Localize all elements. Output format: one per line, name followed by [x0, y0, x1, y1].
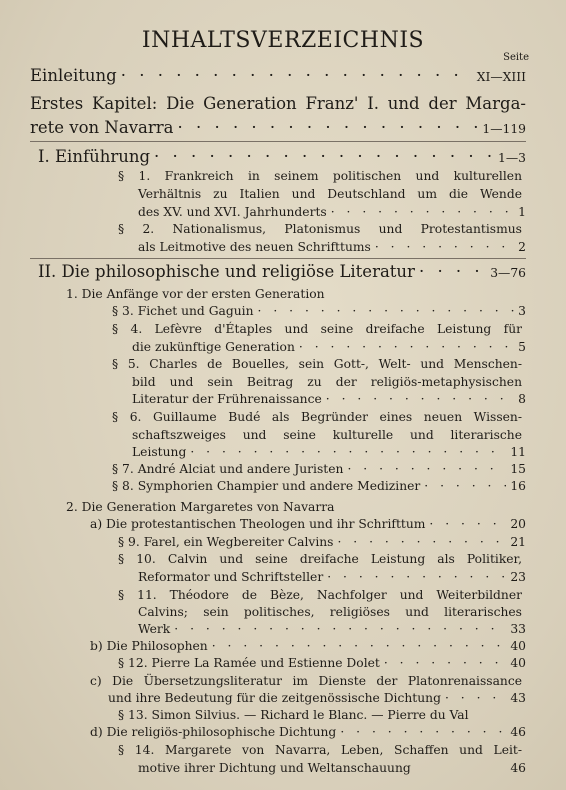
entry-text: Leistung: [132, 445, 187, 459]
entry-text: Werk: [138, 622, 171, 636]
page-number: 46: [510, 761, 526, 775]
entry-text: Einleitung: [30, 66, 117, 85]
leader-dots: [340, 725, 506, 739]
page-number: 20: [510, 517, 526, 531]
page-number: 5: [518, 340, 526, 354]
toc-para-6[interactable]: [132, 445, 526, 459]
page-number: XI—XIII: [476, 70, 526, 84]
page-number: 15: [510, 462, 526, 476]
toc-para-5[interactable]: [132, 392, 526, 406]
toc-para-11-line2: Calvins; sein politisches, religiöses und literarisches: [138, 605, 522, 619]
entry-text: und ihre Bedeutung für die zeitgenössische Dichtung: [108, 691, 441, 705]
page-number: 3: [518, 304, 526, 318]
page-number: 8: [518, 392, 526, 406]
page-number: 1—119: [482, 122, 526, 136]
toc-para-3[interactable]: [112, 304, 526, 318]
entry-text: Literatur der Frührenaissance: [132, 392, 322, 406]
leader-dots: [212, 639, 507, 653]
leader-dots: [419, 262, 486, 281]
divider: [30, 258, 526, 259]
leader-dots: [337, 535, 506, 549]
entry-text: die zukünftige Generation: [132, 340, 295, 354]
toc-para-6-line1[interactable]: § 6. Guillaume Budé als Begründer eines neuen Wissen-: [112, 410, 522, 424]
toc-para-5-line1[interactable]: § 5. Charles de Bouelles, sein Gott-, Welt- und Menschen-: [112, 357, 522, 371]
page-number: 2: [518, 240, 526, 254]
leader-dots: [429, 517, 506, 531]
entry-text: des XV. und XVI. Jahrhunderts: [138, 205, 327, 219]
toc-para-2-line1[interactable]: § 2. Nationalismus, Platonismus und Protestantismus: [118, 222, 522, 236]
page-number: 1—3: [498, 151, 526, 165]
leader-dots: [445, 691, 506, 705]
leader-dots: [154, 147, 494, 166]
toc-para-6-line2: schaftszweiges und seine kulturelle und literarische: [132, 428, 522, 442]
divider: [30, 141, 526, 142]
page-number: 33: [510, 622, 526, 636]
entry-text: motive ihrer Dichtung und Weltanschauung: [138, 761, 411, 775]
toc-para-8[interactable]: [112, 479, 526, 493]
entry-text: II. Die philosophische und religiöse Literatur: [38, 262, 415, 281]
toc-para-11-line1[interactable]: § 11. Théodore de Bèze, Nachfolger und Weiterbildner: [118, 588, 522, 602]
page-number: 40: [510, 639, 526, 653]
toc-para-11[interactable]: [138, 622, 526, 636]
toc-subsection-2[interactable]: 2. Die Generation Margaretes von Navarra: [66, 500, 335, 514]
entry-text: I. Einführung: [38, 147, 151, 166]
toc-para-1-line1[interactable]: § 1. Frankreich in seinem politischen und kulturellen: [118, 169, 522, 183]
toc-group-a[interactable]: [90, 517, 526, 531]
entry-text: als Leitmotive des neuen Schrifttums: [138, 240, 371, 254]
page-number: 21: [510, 535, 526, 549]
leader-dots: [190, 445, 506, 459]
leader-dots: [177, 118, 478, 137]
page-number: 11: [510, 445, 526, 459]
leader-dots: [258, 304, 515, 318]
toc-para-14[interactable]: [138, 761, 526, 775]
toc-para-9[interactable]: [118, 535, 526, 549]
entry-text: § 3. Fichet und Gaguin: [112, 304, 254, 318]
toc-para-1[interactable]: [138, 205, 526, 219]
toc-group-c[interactable]: [108, 691, 526, 705]
toc-para-12[interactable]: [118, 656, 526, 670]
toc-para-4[interactable]: [132, 340, 526, 354]
leader-dots: [327, 570, 506, 584]
entry-text: b) Die Philosophen: [90, 639, 208, 653]
leader-dots: [424, 479, 506, 493]
toc-para-13[interactable]: § 13. Simon Silvius. — Richard le Blanc. — Pierre du Val: [118, 708, 469, 722]
toc-section-II[interactable]: [38, 262, 526, 281]
page-number: 16: [510, 479, 526, 493]
seite-label: Seite: [503, 52, 529, 63]
page-number: 43: [510, 691, 526, 705]
toc-para-10[interactable]: [138, 570, 526, 584]
toc-para-10-line1[interactable]: § 10. Calvin und seine dreifache Leistung als Politiker,: [118, 552, 522, 566]
leader-dots: [347, 462, 506, 476]
leader-dots: [331, 205, 514, 219]
page-title: INHALTSVERZEICHNIS: [141, 28, 425, 53]
leader-dots: [326, 392, 514, 406]
toc-para-4-line1[interactable]: § 4. Lefèvre d'Étaples und seine dreifache Leistung für: [112, 322, 522, 336]
toc-entry-einleitung[interactable]: [30, 66, 526, 85]
toc-group-c-line1[interactable]: c) Die Übersetzungsliteratur im Dienste der Platonrenaissance: [90, 674, 522, 688]
leader-dots: [174, 622, 506, 636]
toc-section-I[interactable]: [38, 147, 526, 166]
toc-para-7[interactable]: [112, 462, 526, 476]
toc-chapter-1[interactable]: [30, 118, 526, 137]
toc-subsection-1[interactable]: 1. Die Anfänge vor der ersten Generation: [66, 287, 325, 301]
entry-text: § 12. Pierre La Ramée und Estienne Dolet: [118, 656, 380, 670]
entry-text: rete von Navarra: [30, 118, 174, 137]
toc-para-2[interactable]: [138, 240, 526, 254]
toc-group-d[interactable]: [90, 725, 526, 739]
entry-text: § 9. Farel, ein Wegbereiter Calvins: [118, 535, 334, 549]
toc-para-1-line2: Verhältnis zu Italien und Deutschland um die Wende: [138, 187, 522, 201]
page-number: 46: [510, 725, 526, 739]
entry-text: d) Die religiös-philosophische Dichtung: [90, 725, 337, 739]
entry-text: § 7. André Alciat und andere Juristen: [112, 462, 344, 476]
toc-chapter-1-line1[interactable]: Erstes Kapitel: Die Generation Franz' I. und der Marga-: [30, 94, 526, 113]
toc-para-5-line2: bild und sein Beitrag zu der religiös-metaphysischen: [132, 375, 522, 389]
leader-dots: [384, 656, 506, 670]
toc-para-14-line1[interactable]: § 14. Margarete von Navarra, Leben, Schaffen und Leit-: [118, 743, 522, 757]
entry-text: Reformator und Schriftsteller: [138, 570, 324, 584]
toc-group-b[interactable]: [90, 639, 526, 653]
page-number: 23: [510, 570, 526, 584]
page-number: 3—76: [490, 266, 526, 280]
leader-dots: [121, 66, 473, 85]
page-number: 1: [518, 205, 526, 219]
leader-dots: [299, 340, 514, 354]
entry-text: a) Die protestantischen Theologen und ihr Schrifttum: [90, 517, 426, 531]
page-number: 40: [510, 656, 526, 670]
entry-text: § 8. Symphorien Champier und andere Mediziner: [112, 479, 421, 493]
leader-dots: [375, 240, 514, 254]
